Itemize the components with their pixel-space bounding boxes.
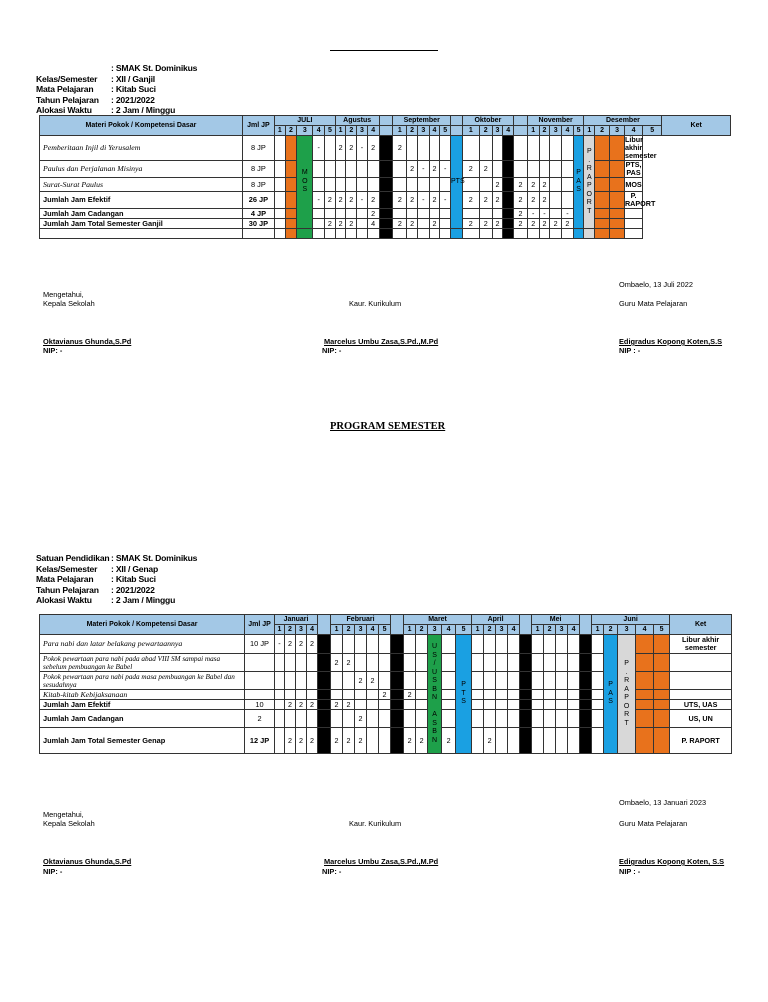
jp-cell bbox=[245, 672, 275, 690]
jp-cell bbox=[245, 654, 275, 672]
sum-label: Jumlah Jam Total Semester Ganjil bbox=[40, 219, 243, 229]
pts-label: PTS bbox=[451, 136, 463, 229]
separator-cell bbox=[379, 116, 393, 126]
month-header: April bbox=[472, 615, 520, 625]
sem1-schedule-table: Materi Pokok / Kompetensi Dasar Jml JP JULI Agustus September Oktober November Desember Ket 1 2 3 4 5 1 2 3 4 1 2 3 4 5 1 2 3 4 1 2 3 4 5 1 2 3 4 5 Pemberitaan Injil di Yerusalem 8 JP M O S - 2 2 - 2 2 PTS P A S P . R A P O R T Libur akhir semester Paulus dan Perjalanan Misinya 8 JP 2 - 2 - 2 2 PTS, PAS Surat-Surat Paulus 8 JP 2 2 2 2 MOS Jumlah Jam Efektif 26 JP - 2 2 2 - 2 2 2 - 2 - 2 2 2 2 2 2 P. RAPORT Jumlah Jam Cadangan 4 JP 2 2 - - - Jumlah Jam Total Semester Ganjil 30 JP 2 2 2 4 2 2 2 2 2 2 2 2 2 2 2 bbox=[39, 115, 731, 239]
week-cell: 2 bbox=[595, 126, 610, 136]
week-cell: 5 bbox=[643, 126, 662, 136]
sum-label: Jumlah Jam Efektif bbox=[40, 700, 245, 710]
sem1-kaur-title: Kaur. Kurikulum bbox=[349, 299, 402, 308]
praport-label: P . R A P O R T bbox=[584, 136, 595, 229]
ket-cell: UTS, UAS bbox=[670, 700, 732, 710]
jp-cell bbox=[245, 690, 275, 700]
sum-label: Jumlah Jam Cadangan bbox=[40, 209, 243, 219]
week-cell: 1 bbox=[472, 625, 484, 635]
sem2-info-block bbox=[36, 553, 197, 606]
week-cell: 1 bbox=[584, 126, 595, 136]
week-cell: 1 bbox=[274, 126, 285, 136]
sem1-nip: NIP : - bbox=[619, 346, 641, 355]
header-ket: Ket bbox=[662, 116, 731, 136]
week-cell: 3 bbox=[297, 126, 313, 136]
month-header: JULI bbox=[274, 116, 335, 126]
week-cell: 4 bbox=[442, 625, 456, 635]
info-value: : XII / Ganjil bbox=[111, 73, 155, 84]
separator-cell bbox=[514, 116, 528, 126]
top-divider bbox=[330, 50, 438, 51]
ket-cell: MOS bbox=[624, 178, 642, 192]
info-key: Satuan Pendidikan bbox=[36, 553, 110, 563]
separator-cell bbox=[379, 126, 393, 136]
jp-cell: 8 JP bbox=[242, 178, 274, 192]
ket-cell bbox=[670, 690, 732, 700]
ket-cell: Libur akhir semester bbox=[624, 135, 657, 160]
sum-label: Jumlah Jam Total Semester Genap bbox=[40, 728, 245, 754]
header-jml-jp: Jml JP bbox=[242, 116, 274, 136]
week-cell: 5 bbox=[379, 625, 391, 635]
info-value: : SMAK St. Dominikus bbox=[111, 553, 198, 563]
week-cell: 2 bbox=[407, 126, 418, 136]
week-cell: 5 bbox=[440, 126, 451, 136]
info-key: Mata Pelajaran bbox=[36, 84, 94, 95]
week-cell: 4 bbox=[367, 625, 379, 635]
sem1-nip: NIP: - bbox=[322, 346, 342, 355]
header-materi: Materi Pokok / Kompetensi Dasar bbox=[40, 615, 245, 635]
month-header: November bbox=[527, 116, 584, 126]
sem1-guru-title: Guru Mata Pelajaran bbox=[619, 299, 688, 308]
pas-label: P A S bbox=[573, 136, 584, 229]
jp-cell: 30 JP bbox=[242, 219, 274, 229]
pts-label: P T S bbox=[456, 635, 472, 754]
week-cell: 2 bbox=[343, 625, 355, 635]
week-cell: 5 bbox=[325, 126, 336, 136]
info-value: : Kitab Suci bbox=[111, 574, 156, 585]
week-cell: 2 bbox=[479, 126, 492, 136]
ket-cell: P. RAPORT bbox=[670, 728, 732, 754]
pas-label: P A S bbox=[604, 635, 618, 754]
jp-cell: 8 JP bbox=[242, 136, 274, 161]
sem1-place-date: Ombaelo, 13 Juli 2022 bbox=[619, 280, 693, 289]
week-cell: 1 bbox=[404, 625, 416, 635]
week-cell: 3 bbox=[610, 126, 625, 136]
week-cell: 1 bbox=[393, 126, 407, 136]
ket-cell: Libur akhir semester bbox=[670, 635, 732, 654]
month-header: Oktober bbox=[462, 116, 513, 126]
info-value: : Kitab Suci bbox=[111, 84, 156, 95]
separator-cell bbox=[514, 126, 528, 136]
week-cell: 5 bbox=[654, 625, 670, 635]
sem2-nip: NIP: - bbox=[322, 867, 342, 876]
month-header: Februari bbox=[331, 615, 391, 625]
week-cell: 3 bbox=[355, 625, 367, 635]
sem2-nip: NIP : - bbox=[619, 867, 641, 876]
usbn-label: U S / U S B N A S B N bbox=[428, 635, 442, 754]
sem2-guru-name: Edigradus Kopong Koten, S.S bbox=[619, 857, 725, 866]
week-cell: 2 bbox=[416, 625, 428, 635]
jp-cell: 4 JP bbox=[242, 209, 274, 219]
header-jml-jp: Jml JP bbox=[245, 615, 275, 635]
sem1-nip: NIP: - bbox=[43, 346, 63, 355]
week-cell: 4 bbox=[624, 126, 642, 136]
materi-cell: Surat-Surat Paulus bbox=[40, 178, 243, 192]
week-cell: 4 bbox=[503, 126, 514, 136]
info-key: Tahun Pelajaran bbox=[36, 584, 99, 595]
week-cell: 1 bbox=[462, 126, 479, 136]
sem2-kaur-name: Marcelus Umbu Zasa,S.Pd.,M.Pd bbox=[324, 857, 439, 866]
separator-cell bbox=[520, 615, 532, 635]
sem1-mengetahui: Mengetahui, bbox=[43, 290, 84, 299]
jp-cell: 10 JP bbox=[245, 635, 275, 654]
week-cell: 1 bbox=[275, 625, 285, 635]
week-cell: 2 bbox=[604, 625, 618, 635]
materi-cell: Pokok pewartaan para nabi pada abad VIII SM sampai masa sebelum pembuangan ke Babel bbox=[40, 654, 245, 672]
ket-cell bbox=[624, 219, 642, 229]
week-cell: 4 bbox=[562, 126, 574, 136]
ket-cell bbox=[624, 209, 642, 219]
separator-cell bbox=[451, 126, 463, 136]
week-cell: 4 bbox=[636, 625, 654, 635]
sem1-info-block bbox=[36, 63, 197, 116]
ket-cell: US, UN bbox=[670, 710, 732, 728]
materi-cell: Paulus dan Perjalanan Misinya bbox=[40, 161, 243, 178]
week-cell: 2 bbox=[285, 126, 297, 136]
info-key: Kelas/Semester bbox=[36, 73, 98, 84]
info-key: Alokasi Waktu bbox=[36, 105, 92, 116]
month-header: Januari bbox=[275, 615, 318, 625]
week-cell: 4 bbox=[568, 625, 580, 635]
week-cell: 3 bbox=[357, 126, 368, 136]
info-key bbox=[36, 63, 111, 74]
praport-label: P . R A P O R T bbox=[618, 635, 636, 754]
ket-cell: PTS, PAS bbox=[625, 160, 642, 177]
sem2-schedule-table: Materi Pokok / Kompetensi Dasar Jml JP Januari Februari Maret April Mei Juni Ket 1 2 3 4 1 2 3 4 5 1 2 3 4 5 1 2 3 4 1 2 3 4 1 2 3 4 5 Para nabi dan latar belakang pewartaannya 10 JP - 2 2 2 U S / U S B N A S B N P T S P A S P . R A P O R T Libur akhir semester Pokok pewartaan para nabi pada abad VIII SM sampai masa sebelum pembuangan ke Babel 2 2 Pokok pewartaan para nabi pada masa pembuangan ke Babel dan sesudahnya 2 2 Kitab-kitab Kebijaksanaan 2 2 Jumlah Jam Efektif 10 2 2 2 2 2 UTS, UAS Jumlah Jam Cadangan 2 2 US, UN Jumlah Jam Total Semester Genap 12 JP 2 2 2 2 2 2 2 2 2 2 P. RAPORT bbox=[39, 614, 732, 754]
week-cell: 2 bbox=[285, 625, 296, 635]
info-key: Mata Pelajaran bbox=[36, 574, 94, 585]
jp-cell: 10 bbox=[245, 700, 275, 710]
week-cell: 4 bbox=[313, 126, 325, 136]
sem1-kaur-name: Marcelus Umbu Zasa,S.Pd.,M.Pd bbox=[324, 337, 439, 346]
sem2-guru-title: Guru Mata Pelajaran bbox=[619, 819, 688, 828]
week-cell: 4 bbox=[508, 625, 520, 635]
week-cell: 2 bbox=[484, 625, 496, 635]
week-cell: 2 bbox=[346, 126, 357, 136]
sem2-nip: NIP: - bbox=[43, 867, 63, 876]
separator-cell bbox=[580, 615, 592, 635]
info-value: : XII / Genap bbox=[111, 563, 159, 574]
sum-label: Jumlah Jam Efektif bbox=[40, 192, 243, 209]
week-cell: 5 bbox=[573, 126, 584, 136]
sem2-mengetahui: Mengetahui, bbox=[43, 810, 84, 819]
jp-cell: 8 JP bbox=[242, 161, 274, 178]
week-cell: 1 bbox=[532, 625, 544, 635]
jp-cell: 2 bbox=[245, 710, 275, 728]
sem1-kepala-name: Oktavianus Ghunda,S.Pd bbox=[43, 337, 132, 346]
info-value: : 2 Jam / Minggu bbox=[111, 595, 176, 606]
month-header: Agustus bbox=[335, 116, 379, 126]
materi-cell: Pokok pewartaan para nabi pada masa pembuangan ke Babel dan sesudahnya bbox=[40, 672, 245, 690]
month-header: Desember bbox=[584, 116, 662, 126]
info-key: Tahun Pelajaran bbox=[36, 94, 99, 105]
materi-cell: Pemberitaan Injil di Yerusalem bbox=[40, 136, 243, 161]
week-cell: 3 bbox=[492, 126, 503, 136]
month-header: Mei bbox=[532, 615, 580, 625]
month-header: Maret bbox=[404, 615, 472, 625]
materi-cell: Kitab-kitab Kebijaksanaan bbox=[40, 690, 245, 700]
info-key: Alokasi Waktu bbox=[36, 595, 92, 606]
jp-cell: 26 JP bbox=[242, 192, 274, 209]
sem1-kepala-title: Kepala Sekolah bbox=[43, 299, 95, 308]
week-cell: 1 bbox=[335, 126, 346, 136]
ket-cell bbox=[670, 672, 732, 690]
week-cell: 3 bbox=[556, 625, 568, 635]
week-cell: 4 bbox=[429, 126, 440, 136]
info-value: : 2 Jam / Minggu bbox=[111, 105, 176, 116]
separator-cell bbox=[451, 116, 463, 126]
week-cell: 4 bbox=[367, 126, 379, 136]
ket-cell: P. RAPORT bbox=[624, 191, 656, 208]
sum-label: Jumlah Jam Cadangan bbox=[40, 710, 245, 728]
program-semester-title: PROGRAM SEMESTER bbox=[330, 421, 446, 432]
ket-cell bbox=[670, 654, 732, 672]
separator-cell bbox=[391, 615, 404, 635]
week-cell: 2 bbox=[544, 625, 556, 635]
mos-label: M O S bbox=[297, 136, 313, 229]
header-ket: Ket bbox=[670, 615, 732, 635]
separator-cell bbox=[318, 615, 331, 635]
info-value: : SMAK St. Dominikus bbox=[111, 63, 198, 73]
week-cell: 3 bbox=[428, 625, 442, 635]
sem2-kaur-title: Kaur. Kurikulum bbox=[349, 819, 402, 828]
sem2-place-date: Ombaelo, 13 Januari 2023 bbox=[619, 798, 707, 807]
week-cell: 3 bbox=[296, 625, 307, 635]
week-cell: 3 bbox=[496, 625, 508, 635]
week-cell: 1 bbox=[527, 126, 539, 136]
month-header: September bbox=[393, 116, 451, 126]
week-cell: 1 bbox=[331, 625, 343, 635]
week-cell: 3 bbox=[417, 126, 429, 136]
materi-cell: Para nabi dan latar belakang pewartaannya bbox=[40, 635, 245, 654]
week-cell: 4 bbox=[307, 625, 318, 635]
week-cell: 1 bbox=[592, 625, 604, 635]
info-key: Kelas/Semester bbox=[36, 563, 98, 574]
sem1-guru-name: Edigradus Kopong Koten,S.S bbox=[619, 337, 723, 346]
jp-cell: 12 JP bbox=[245, 728, 275, 754]
week-cell: 3 bbox=[618, 625, 636, 635]
week-cell: 3 bbox=[550, 126, 562, 136]
week-cell: 5 bbox=[456, 625, 472, 635]
header-materi: Materi Pokok / Kompetensi Dasar bbox=[40, 116, 243, 136]
week-cell: 2 bbox=[539, 126, 550, 136]
info-value: : 2021/2022 bbox=[111, 584, 155, 595]
sem2-kepala-title: Kepala Sekolah bbox=[43, 819, 95, 828]
month-header: Juni bbox=[592, 615, 670, 625]
sem2-kepala-name: Oktavianus Ghunda,S.Pd bbox=[43, 857, 132, 866]
info-value: : 2021/2022 bbox=[111, 94, 155, 105]
